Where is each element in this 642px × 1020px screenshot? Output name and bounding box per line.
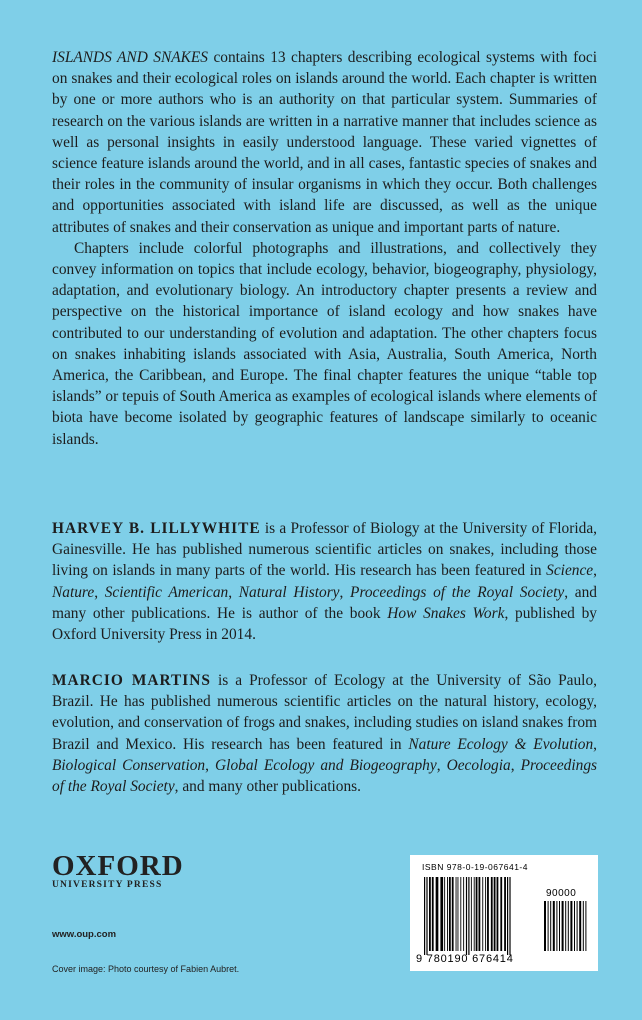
barcode-bar <box>479 877 481 951</box>
isbn-label: ISBN 978-0-19-067641-4 <box>422 862 528 872</box>
blurb-paragraph-2: Chapters include colorful photographs and illustrations, and collectively they convey information on topics that include ecology, behavior, biogeography, physiology, adaptation, and evolutionary biology. An introductory chapter presents a review and perspective on the historical importance of island ecology and how snakes have contributed to our understanding of evolution and adaptation. The other chapters focus on snakes inhabiting islands associated with Asia, Australia, South America, North America, the Caribbean, and Europe. The final chapter features the unique “table top islands” or tepuis of South America as examples of ecological islands where elements of biota have become isolated by geographic features of landscape similarly to oceanic islands. <box>52 239 597 448</box>
barcode-panel <box>410 855 598 971</box>
author-name: HARVEY B. LILLYWHITE <box>52 520 261 537</box>
price-bar <box>570 901 572 951</box>
book-title: ISLANDS AND SNAKES <box>52 49 208 66</box>
price-bar <box>544 901 546 951</box>
barcode-bar <box>487 877 489 951</box>
barcode-bar <box>500 877 502 951</box>
barcode-bar <box>466 877 467 955</box>
barcode-bar <box>449 877 451 951</box>
barcode-bar <box>504 877 506 951</box>
blurb-paragraph-1-text: contains 13 chapters describing ecological systems with foci on snakes and their ecological roles on islands around the world. Each chapter is written by one or more authors who is an authority on that particular system. Summaries of research on the various islands are written in a narrative manner that includes science as well as personal insights in easily understood language. These varied vignettes of science feature islands around the world, and in all cases, fantastic species of snakes and their roles in the community of insular organisms in which they occur. Both challenges and opportunities associated with island life are discussed, as well as the unique attributes of snakes and their conservation as unique and important parts of nature. <box>52 49 597 236</box>
barcode-bar <box>507 877 508 955</box>
barcode-bar <box>463 877 464 951</box>
barcode-bar <box>426 877 427 955</box>
price-bar <box>548 901 549 951</box>
price-bar <box>565 901 566 951</box>
barcode-bar <box>456 877 457 951</box>
price-code: 90000 <box>546 888 577 899</box>
barcode-bar <box>509 877 510 955</box>
price-bar <box>559 901 560 951</box>
price-bar <box>574 901 575 951</box>
price-bar <box>556 901 557 951</box>
cover-credit: Cover image: Photo courtesy of Fabien Aubret. <box>52 964 240 974</box>
barcode-bar <box>444 877 445 951</box>
barcode-bar <box>458 877 459 951</box>
publisher-logo: OXFORD <box>52 850 184 882</box>
barcode-bar <box>494 877 496 951</box>
barcode-bar <box>497 877 499 951</box>
author-bio-martins: MARCIO MARTINS is a Professor of Ecology at the University of São Paulo, Brazil. He has published numerous scientific articles on the natural history, ecology, evolution, and conservation of frogs and snakes, including studies on island snakes from Brazil and Mexico. His research has been featured in Nature Ecology & Evolution, Biological Conservation, Global Ecology and Biogeography, Oecologia, Proceedings of the Royal Society, and many other publications. <box>52 672 598 796</box>
barcode-bar <box>468 877 469 955</box>
price-bar <box>562 901 564 951</box>
price-bar <box>577 901 578 951</box>
barcode-bar <box>460 877 461 951</box>
barcode-bar <box>482 877 483 951</box>
barcode-bar <box>447 877 448 951</box>
price-bar <box>579 901 581 951</box>
author-bio-lillywhite: HARVEY B. LILLYWHITE is a Professor of Biology at the University of Florida, Gainesville. He has published numerous scientific articles on snakes, including those living on islands in many parts of the world. His research has been featured in Science, Nature, Scientific American, Natural History, Proceedings of the Royal Society, and many other publications. He is author of the book How Snakes Work, published by Oxford University Press in 2014. <box>52 520 597 644</box>
barcode-bar <box>432 877 434 951</box>
barcode-bar <box>485 877 486 951</box>
barcode-bar <box>440 877 443 951</box>
barcode-bar <box>476 877 478 951</box>
price-bar <box>585 901 586 951</box>
barcode-bar <box>491 877 493 951</box>
publisher-url[interactable]: www.oup.com <box>52 929 117 940</box>
barcode-bar <box>474 877 475 951</box>
barcode-bar <box>424 877 425 955</box>
barcode-bar <box>471 877 472 951</box>
ean-digits: 9 780190 676414 <box>416 953 514 965</box>
price-bar <box>550 901 551 951</box>
author-name: MARCIO MARTINS <box>52 672 211 689</box>
price-bar <box>568 901 569 951</box>
price-bar <box>583 901 584 951</box>
price-bar <box>553 901 555 951</box>
publisher-logo-subtitle: UNIVERSITY PRESS <box>52 880 163 890</box>
barcode-bar <box>452 877 454 951</box>
description-blurb <box>52 47 597 450</box>
blurb-paragraph-1 <box>52 47 597 238</box>
barcode-bar <box>436 877 439 951</box>
barcode-bar <box>429 877 431 951</box>
